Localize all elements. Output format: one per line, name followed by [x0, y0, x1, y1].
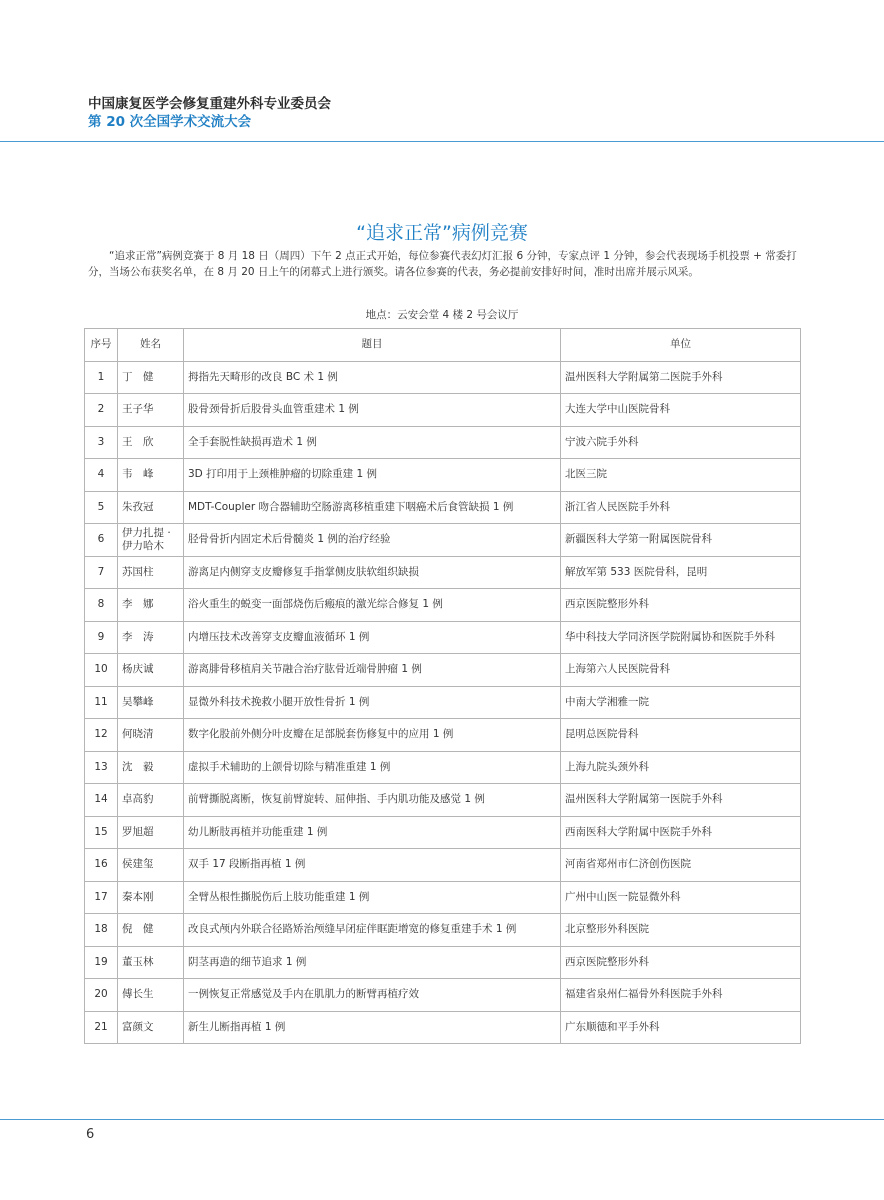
header-unit: 单位 — [561, 329, 801, 362]
cell-name: 沈 毅 — [118, 751, 184, 784]
table-row — [85, 1011, 801, 1044]
cell-unit: 浙江省人民医院手外科 — [561, 491, 801, 524]
cell-name: 卓高豹 — [118, 784, 184, 817]
table-row — [85, 426, 801, 459]
cell-no: 13 — [85, 751, 118, 784]
cell-no: 14 — [85, 784, 118, 817]
cell-no: 10 — [85, 654, 118, 687]
cell-unit: 上海九院头颈外科 — [561, 751, 801, 784]
cell-topic: 3D 打印用于上颈椎肿瘤的切除重建 1 例 — [184, 459, 561, 492]
cell-topic: 双手 17 段断指再植 1 例 — [184, 849, 561, 882]
cell-topic: 前臂撕脱离断，恢复前臂旋转、屈伸指、手内肌功能及感觉 1 例 — [184, 784, 561, 817]
table-row — [85, 394, 801, 427]
cell-unit: 新疆医科大学第一附属医院骨科 — [561, 524, 801, 557]
cell-no: 21 — [85, 1011, 118, 1044]
cell-name: 何晓清 — [118, 719, 184, 752]
cell-topic: 拇指先天畸形的改良 BC 术 1 例 — [184, 361, 561, 394]
cell-topic: MDT-Coupler 吻合器辅助空肠游离移植重建下咽癌术后食管缺损 1 例 — [184, 491, 561, 524]
cell-name: 苏国柱 — [118, 556, 184, 589]
conference-name: 第 20 次全国学术交流大会 — [88, 114, 252, 130]
cell-no: 9 — [85, 621, 118, 654]
table-row — [85, 816, 801, 849]
cell-topic: 一例恢复正常感觉及手内在肌肌力的断臂再植疗效 — [184, 979, 561, 1012]
cell-no: 11 — [85, 686, 118, 719]
cell-no: 19 — [85, 946, 118, 979]
cell-unit: 上海第六人民医院骨科 — [561, 654, 801, 687]
table-header-row — [85, 329, 801, 362]
cell-topic: 游离足内侧穿支皮瓣修复手指掌侧皮肤软组织缺损 — [184, 556, 561, 589]
cell-name: 杨庆诚 — [118, 654, 184, 687]
cell-unit: 解放军第 533 医院骨科，昆明 — [561, 556, 801, 589]
table-row — [85, 881, 801, 914]
cell-no: 8 — [85, 589, 118, 622]
cell-topic: 显微外科技术挽救小腿开放性骨折 1 例 — [184, 686, 561, 719]
cell-no: 3 — [85, 426, 118, 459]
cell-no: 18 — [85, 914, 118, 947]
cell-no: 20 — [85, 979, 118, 1012]
cell-no: 5 — [85, 491, 118, 524]
cell-unit: 西京医院整形外科 — [561, 946, 801, 979]
cell-unit: 广州中山医一院显微外科 — [561, 881, 801, 914]
cell-no: 16 — [85, 849, 118, 882]
cell-unit: 宁波六院手外科 — [561, 426, 801, 459]
cell-name: 李 涛 — [118, 621, 184, 654]
venue-location: 地点：云安会堂 4 楼 2 号会议厅 — [365, 309, 519, 321]
page-number: 6 — [86, 1127, 95, 1142]
page-header — [88, 95, 331, 131]
table-row — [85, 979, 801, 1012]
cell-no: 4 — [85, 459, 118, 492]
cell-unit: 广东顺德和平手外科 — [561, 1011, 801, 1044]
cell-name: 罗旭超 — [118, 816, 184, 849]
cell-unit: 福建省泉州仁福骨外科医院手外科 — [561, 979, 801, 1012]
table-row — [85, 914, 801, 947]
cell-no: 17 — [85, 881, 118, 914]
cell-unit: 温州医科大学附属第一医院手外科 — [561, 784, 801, 817]
table-row — [85, 524, 801, 557]
intro-paragraph: “追求正常”病例竞赛于 8 月 18 日（周四）下午 2 点正式开始，每位参赛代表幻灯汇报 6 分钟，专家点评 1 分钟，参会代表现场手机投票 + 常委打分，当场公布获奖名单，在 8 月 20 日上午的闭幕式上进行颁奖。请各位参赛的代表，务必提前安排好时间，准时出席并展示风采。 — [88, 250, 797, 278]
cell-unit: 华中科技大学同济医学院附属协和医院手外科 — [561, 621, 801, 654]
organization-name: 中国康复医学会修复重建外科专业委员会 — [88, 96, 331, 112]
cell-topic: 内增压技术改善穿支皮瓣血液循环 1 例 — [184, 621, 561, 654]
table-row — [85, 784, 801, 817]
cell-name: 伊力扎提 · 伊力哈木 — [118, 524, 184, 557]
cell-name: 侯建玺 — [118, 849, 184, 882]
footer-divider — [0, 1119, 884, 1120]
table-row — [85, 654, 801, 687]
cell-topic: 浴火重生的蜕变一面部烧伤后瘢痕的激光综合修复 1 例 — [184, 589, 561, 622]
cell-topic: 改良式颅内外联合径路矫治颅缝早闭症伴眶距增宽的修复重建手术 1 例 — [184, 914, 561, 947]
cell-no: 7 — [85, 556, 118, 589]
cell-name: 王子华 — [118, 394, 184, 427]
cell-unit: 北医三院 — [561, 459, 801, 492]
cell-unit: 西京医院整形外科 — [561, 589, 801, 622]
cell-no: 15 — [85, 816, 118, 849]
table-row — [85, 751, 801, 784]
cell-unit: 昆明总医院骨科 — [561, 719, 801, 752]
cell-topic: 阴茎再造的细节追求 1 例 — [184, 946, 561, 979]
cell-no: 2 — [85, 394, 118, 427]
cell-name: 朱孜冠 — [118, 491, 184, 524]
table-row — [85, 719, 801, 752]
cell-no: 12 — [85, 719, 118, 752]
header-no: 序号 — [85, 329, 118, 362]
table-row — [85, 946, 801, 979]
cell-name: 王 欣 — [118, 426, 184, 459]
cell-topic: 游离腓骨移植肩关节融合治疗肱骨近端骨肿瘤 1 例 — [184, 654, 561, 687]
table-row — [85, 556, 801, 589]
cell-unit: 中南大学湘雅一院 — [561, 686, 801, 719]
cell-name: 韦 峰 — [118, 459, 184, 492]
table-row — [85, 686, 801, 719]
contest-table — [84, 328, 801, 1044]
cell-unit: 河南省郑州市仁济创伤医院 — [561, 849, 801, 882]
cell-name: 李 娜 — [118, 589, 184, 622]
table-row — [85, 849, 801, 882]
cell-unit: 大连大学中山医院骨科 — [561, 394, 801, 427]
cell-name: 吴攀峰 — [118, 686, 184, 719]
cell-no: 1 — [85, 361, 118, 394]
table-row — [85, 491, 801, 524]
table-row — [85, 459, 801, 492]
cell-topic: 新生儿断指再植 1 例 — [184, 1011, 561, 1044]
cell-topic: 全手套脱性缺损再造术 1 例 — [184, 426, 561, 459]
cell-topic: 全臂丛根性撕脱伤后上肢功能重建 1 例 — [184, 881, 561, 914]
cell-name: 秦本刚 — [118, 881, 184, 914]
cell-unit: 北京整形外科医院 — [561, 914, 801, 947]
cell-unit: 西南医科大学附属中医院手外科 — [561, 816, 801, 849]
cell-topic: 股骨颈骨折后股骨头血管重建术 1 例 — [184, 394, 561, 427]
table-row — [85, 361, 801, 394]
cell-topic: 幼儿断肢再植并功能重建 1 例 — [184, 816, 561, 849]
section-title: “追求正常”病例竞赛 — [356, 222, 528, 244]
cell-topic: 数字化股前外侧分叶皮瓣在足部脱套伤修复中的应用 1 例 — [184, 719, 561, 752]
table-row — [85, 621, 801, 654]
cell-name: 傅长生 — [118, 979, 184, 1012]
cell-name: 董玉林 — [118, 946, 184, 979]
cell-topic: 胫骨骨折内固定术后骨髓炎 1 例的治疗经验 — [184, 524, 561, 557]
header-divider — [0, 141, 884, 142]
cell-topic: 虚拟手术辅助的上颌骨切除与精准重建 1 例 — [184, 751, 561, 784]
cell-unit: 温州医科大学附属第二医院手外科 — [561, 361, 801, 394]
cell-name: 丁 健 — [118, 361, 184, 394]
cell-name: 富颜文 — [118, 1011, 184, 1044]
cell-no: 6 — [85, 524, 118, 557]
cell-name: 倪 健 — [118, 914, 184, 947]
table-row — [85, 589, 801, 622]
header-name: 姓名 — [118, 329, 184, 362]
header-topic: 题目 — [184, 329, 561, 362]
